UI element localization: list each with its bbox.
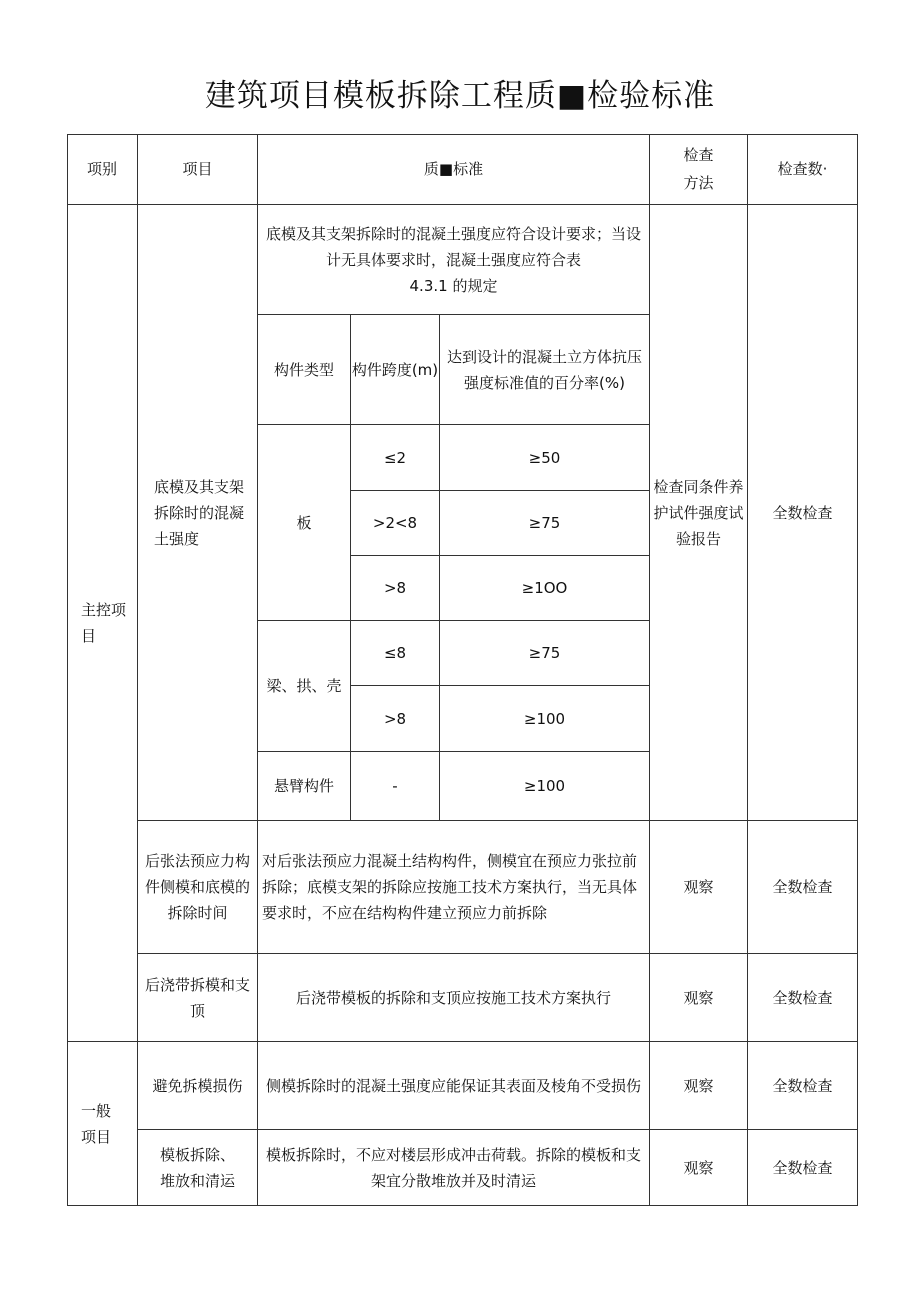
sub-header-type: 构件类型 <box>258 315 351 425</box>
group-type-beam: 梁、拱、壳 <box>258 621 351 752</box>
header-standard: 质■标准 <box>258 134 650 205</box>
span-cell: >2<8 <box>351 491 440 556</box>
standards-table <box>67 134 858 1206</box>
span-cell: >8 <box>351 686 440 752</box>
general-item1-standard: 侧模拆除时的混凝土强度应能保证其表面及棱角不受损伤 <box>258 1042 650 1130</box>
sub-header-strength: 达到设计的混凝土立方体抗压 强度标准值的百分率(%) <box>440 315 650 425</box>
general-label: 一般 项目 <box>67 1042 138 1206</box>
page-title: 建筑项目模板拆除工程质■检验标准 <box>204 78 716 114</box>
item1-name: 底模及其支架 拆除时的混凝 土强度 <box>138 205 258 821</box>
strength-cell: ≥75 <box>440 621 650 686</box>
strength-cell: ≥1OO <box>440 556 650 621</box>
span-cell: >8 <box>351 556 440 621</box>
item1-method: 检查同条件养 护试件强度试 验报告 <box>650 205 748 821</box>
header-category: 项别 <box>67 134 138 205</box>
group-type-slab: 板 <box>258 425 351 621</box>
item3-name: 后浇带拆模和支 顶 <box>138 954 258 1042</box>
header-item: 项目 <box>138 134 258 205</box>
sub-header-span: 构件跨度(m) <box>351 315 440 425</box>
main-control-label: 主控项 目 <box>67 205 138 1042</box>
item3-quantity: 全数检查 <box>748 954 858 1042</box>
item3-method: 观察 <box>650 954 748 1042</box>
span-cell: ≤2 <box>351 425 440 491</box>
strength-cell: ≥50 <box>440 425 650 491</box>
item3-standard: 后浇带模板的拆除和支顶应按施工技术方案执行 <box>258 954 650 1042</box>
item1-quantity: 全数检查 <box>748 205 858 821</box>
strength-cell: ≥100 <box>440 752 650 821</box>
span-cell: ≤8 <box>351 621 440 686</box>
item2-quantity: 全数检查 <box>748 821 858 954</box>
general-item2-method: 观察 <box>650 1130 748 1206</box>
general-item1-quantity: 全数检查 <box>748 1042 858 1130</box>
general-item2-standard: 模板拆除时，不应对楼层形成冲击荷载。拆除的模板和支 架宜分散堆放并及时清运 <box>258 1130 650 1206</box>
span-cell: - <box>351 752 440 821</box>
header-quantity: 检查数· <box>748 134 858 205</box>
general-item2-name: 模板拆除、 堆放和清运 <box>138 1130 258 1206</box>
item1-intro: 底模及其支架拆除时的混凝土强度应符合设计要求；当设 计无具体要求时，混凝土强度应符合表 4.3.1 的规定 <box>258 205 650 315</box>
header-method: 检查 方法 <box>650 134 748 205</box>
item2-name: 后张法预应力构 件侧模和底模的 拆除时间 <box>138 821 258 954</box>
item2-standard: 对后张法预应力混凝土结构构件，侧模宜在预应力张拉前 拆除；底模支架的拆除应按施工技术方案执行，当无具体 要求时，不应在结构构件建立预应力前拆除 <box>258 821 650 954</box>
general-item1-method: 观察 <box>650 1042 748 1130</box>
group-type-cantilever: 悬臂构件 <box>258 752 351 821</box>
general-item1-name: 避免拆模损伤 <box>138 1042 258 1130</box>
item2-method: 观察 <box>650 821 748 954</box>
strength-cell: ≥100 <box>440 686 650 752</box>
general-item2-quantity: 全数检查 <box>748 1130 858 1206</box>
strength-cell: ≥75 <box>440 491 650 556</box>
